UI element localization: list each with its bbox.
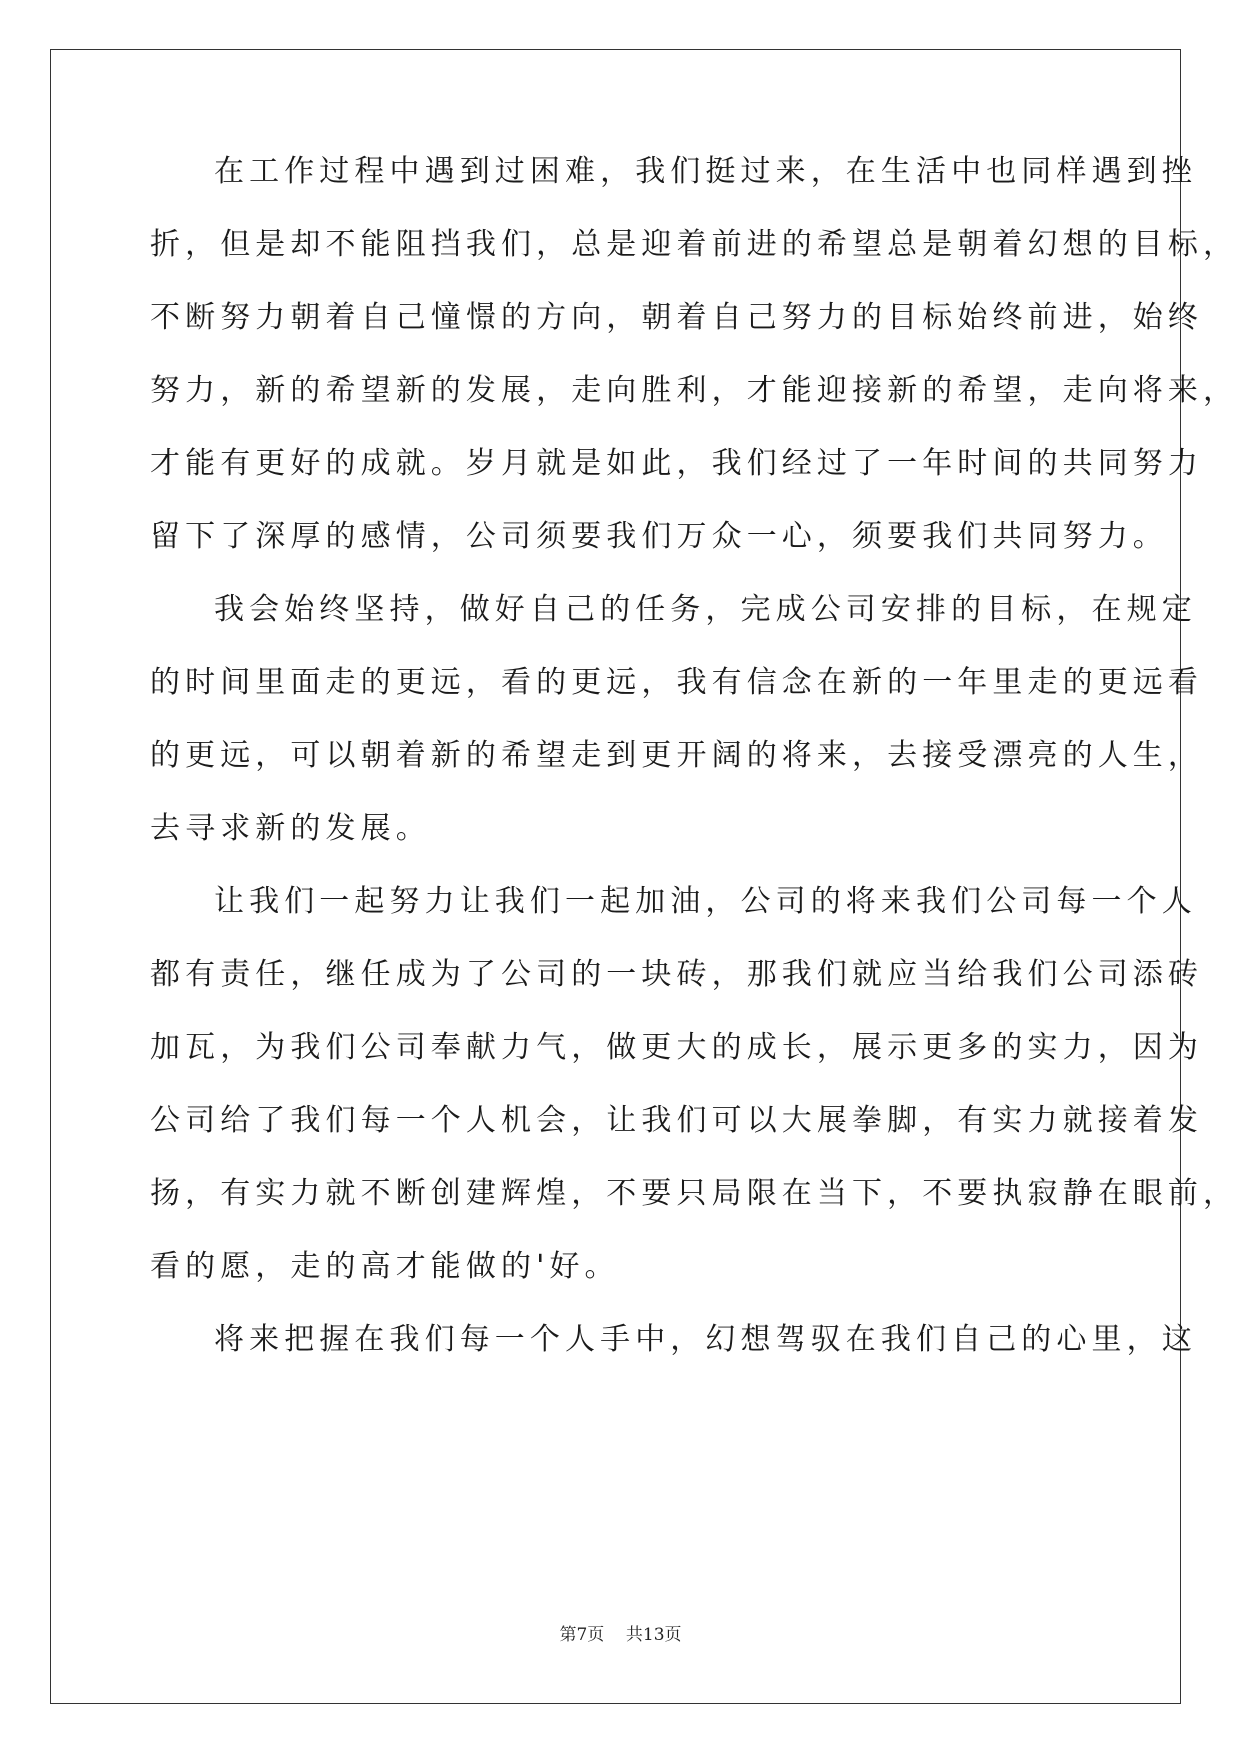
text-line: 留下了深厚的感情，公司须要我们万众一心，须要我们共同努力。 bbox=[150, 519, 1168, 554]
text-line: 的时间里面走的更远，看的更远，我有信念在新的一年里走的更远看 bbox=[150, 665, 1203, 700]
text-line: 我会始终坚持，做好自己的任务，完成公司安排的目标，在规定 bbox=[214, 592, 1197, 627]
text-line: 扬，有实力就不断创建辉煌，不要只局限在当下，不要执寂静在眼前， bbox=[150, 1176, 1239, 1211]
text-line: 去寻求新的发展。 bbox=[150, 811, 431, 846]
text-line: 看的愿，走的高才能做的'好。 bbox=[150, 1249, 620, 1284]
text-line: 加瓦，为我们公司奉献力气，做更大的成长，展示更多的实力，因为 bbox=[150, 1030, 1203, 1065]
page-number-footer: 第7页 共13页 bbox=[559, 1625, 682, 1645]
text-line: 折，但是却不能阻挡我们，总是迎着前进的希望总是朝着幻想的目标， bbox=[150, 227, 1239, 262]
text-line: 都有责任，继任成为了公司的一块砖，那我们就应当给我们公司添砖 bbox=[150, 957, 1203, 992]
text-line: 在工作过程中遇到过困难，我们挺过来，在生活中也同样遇到挫 bbox=[214, 154, 1197, 189]
text-line: 不断努力朝着自己憧憬的方向，朝着自己努力的目标始终前进，始终 bbox=[150, 300, 1203, 335]
text-line: 将来把握在我们每一个人手中，幻想驾驭在我们自己的心里，这 bbox=[214, 1322, 1197, 1357]
text-line: 的更远，可以朝着新的希望走到更开阔的将来，去接受漂亮的人生， bbox=[150, 738, 1203, 773]
text-line: 才能有更好的成就。岁月就是如此，我们经过了一年时间的共同努力 bbox=[150, 446, 1203, 481]
text-line: 让我们一起努力让我们一起加油，公司的将来我们公司每一个人 bbox=[214, 884, 1197, 919]
text-line: 公司给了我们每一个人机会，让我们可以大展拳脚，有实力就接着发 bbox=[150, 1103, 1203, 1138]
text-line: 努力，新的希望新的发展，走向胜利，才能迎接新的希望，走向将来， bbox=[150, 373, 1239, 408]
